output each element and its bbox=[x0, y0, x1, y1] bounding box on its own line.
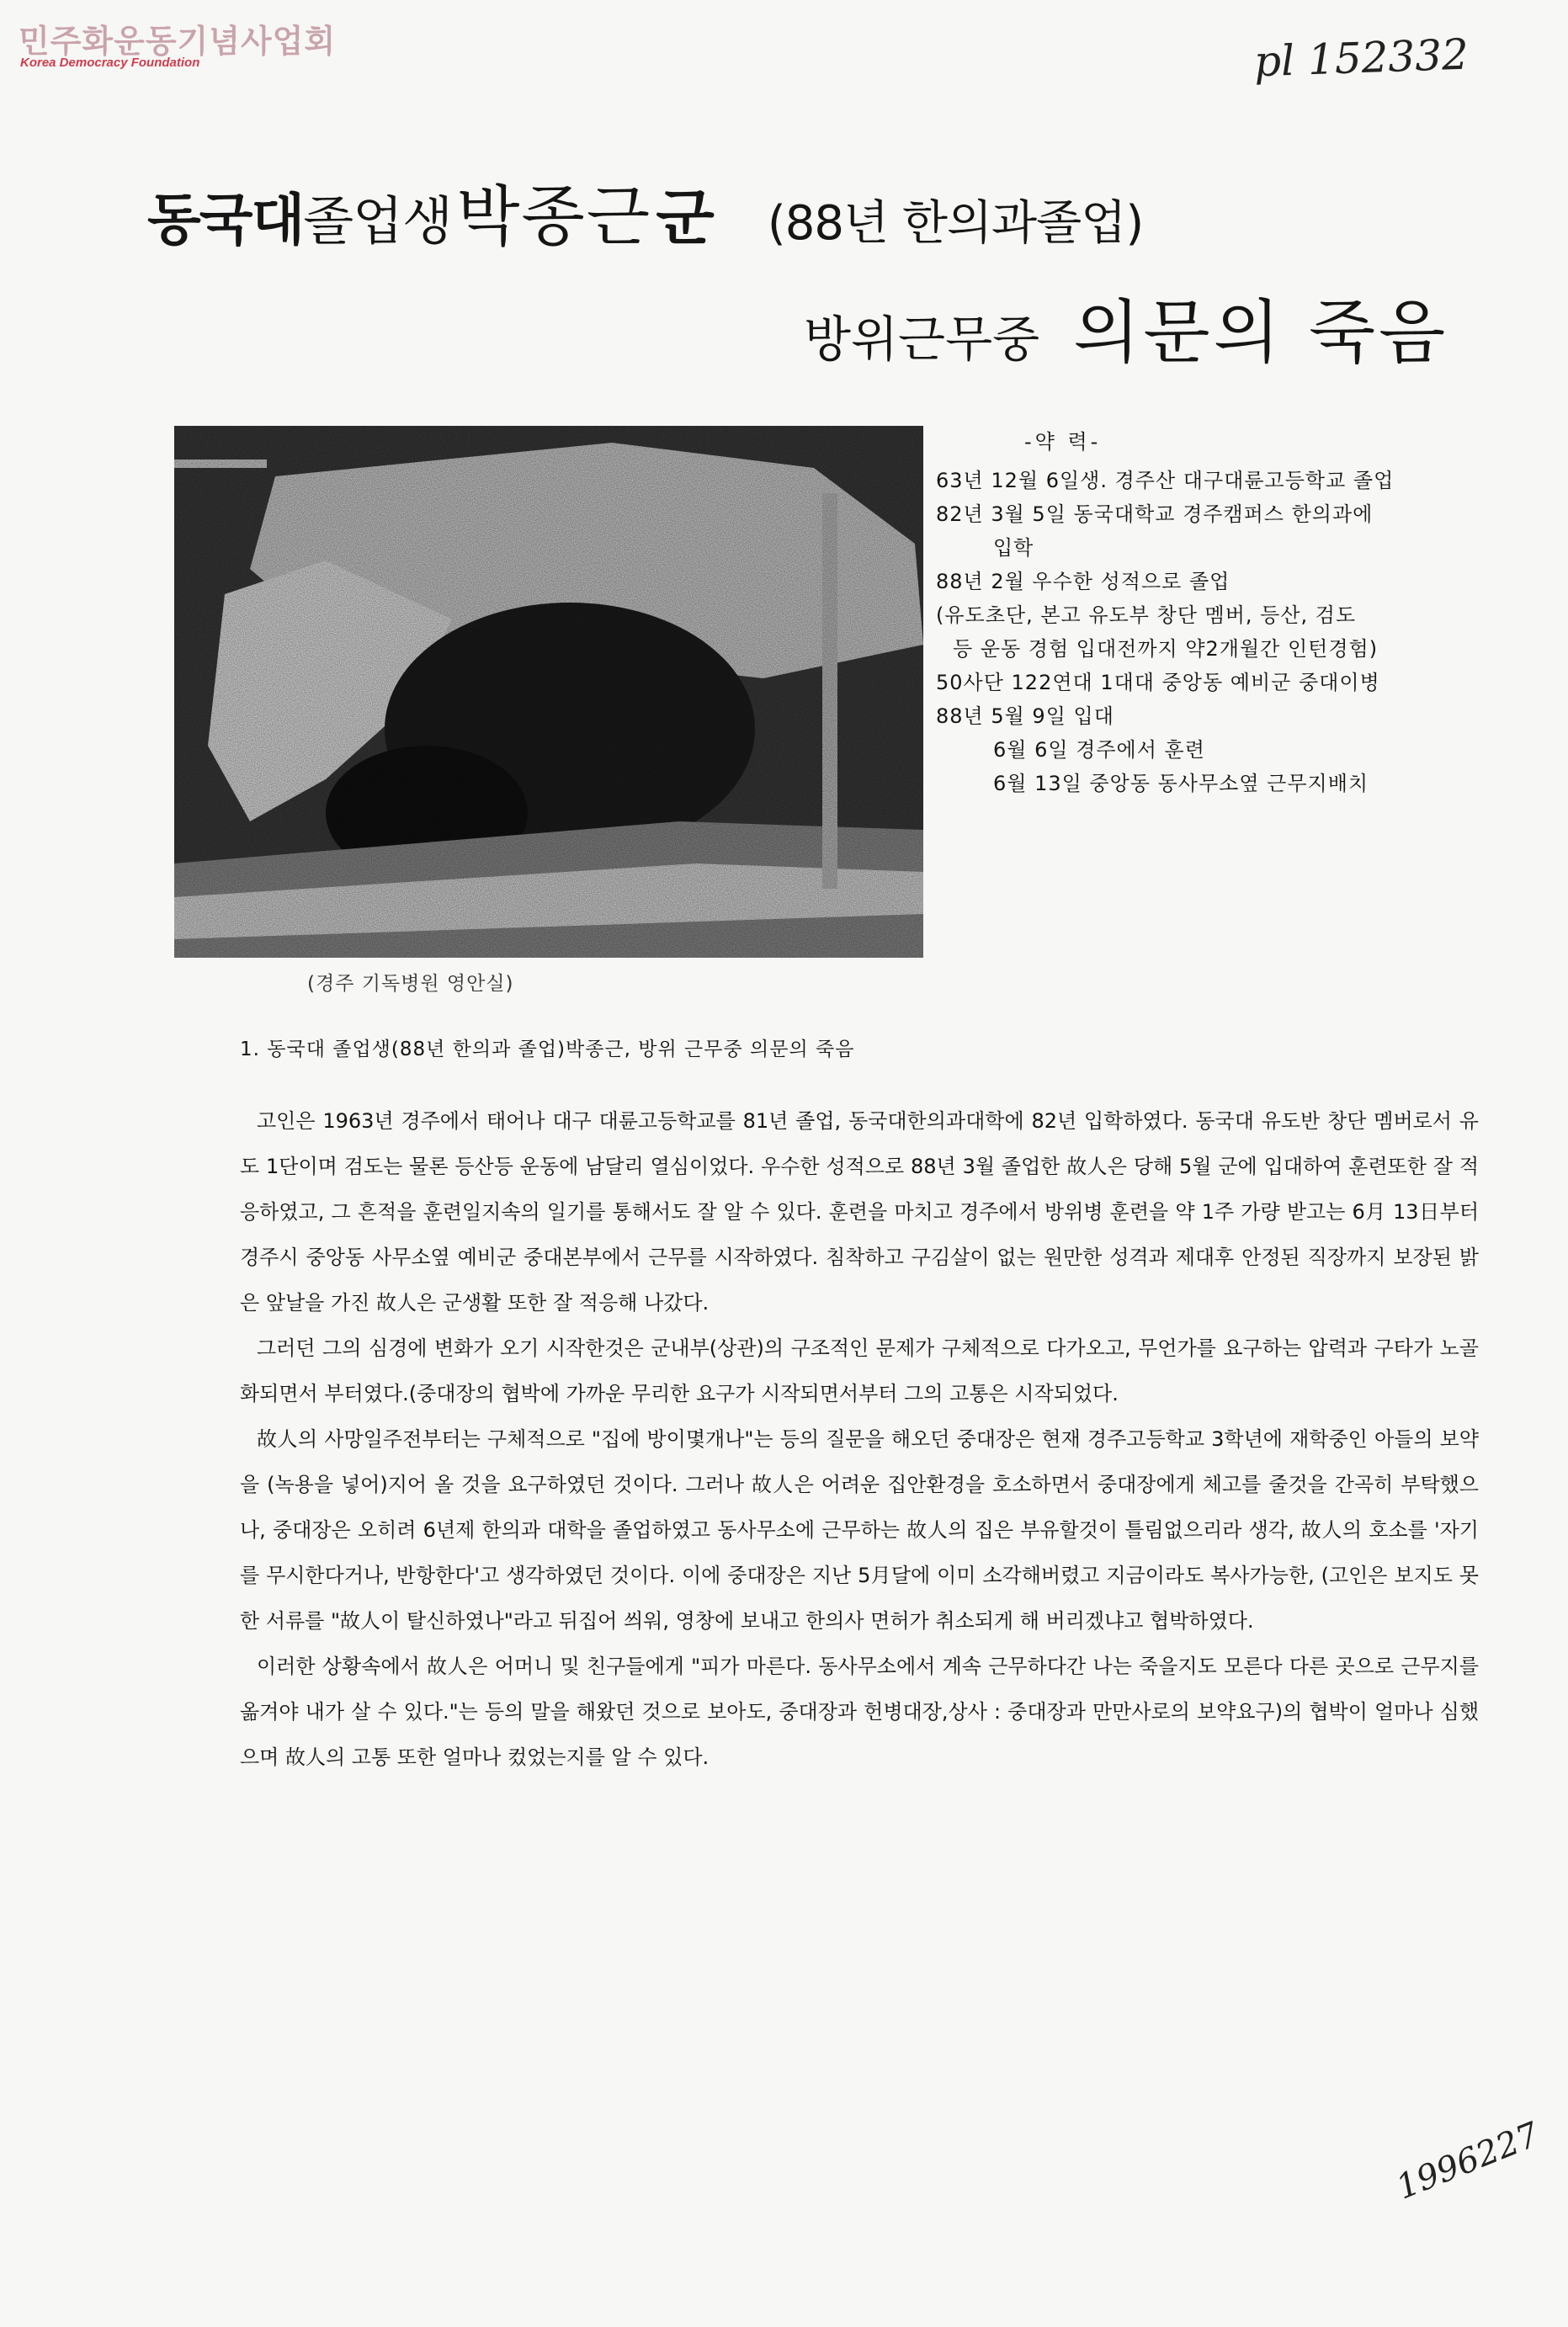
resume-line: 50사단 122연대 1대대 중앙동 예비군 중대이병 bbox=[936, 671, 1380, 694]
resume-line: 88년 2월 우수한 성적으로 졸업 bbox=[936, 570, 1230, 593]
body-paragraph: 그러던 그의 심경에 변화가 오기 시작한것은 군내부(상관)의 구조적인 문제가 구체적으로 다가오고, 무언가를 요구하는 압력과 구타가 노골화되면서 부터였다.(중대장의 협박에 가까운 무리한 요구가 시작되면서부터 그의 고통은 시작되었다. bbox=[240, 1336, 1479, 1405]
subtitle-death: 의문의 죽음 bbox=[1073, 293, 1449, 373]
title-graduation-note: (88년 한의과졸업) bbox=[767, 196, 1144, 251]
watermark-korean: 민주화운동기념사업회 bbox=[19, 23, 337, 60]
title-honorific: 군 bbox=[656, 183, 713, 253]
page-title bbox=[147, 164, 1143, 258]
resume-line: 6월 6일 경주에서 훈련 bbox=[993, 738, 1205, 762]
resume-section bbox=[936, 425, 1542, 800]
resume-line: 88년 5월 9일 입대 bbox=[936, 704, 1114, 728]
resume-line: 6월 13일 중앙동 동사무소옆 근무지배치 bbox=[993, 772, 1369, 795]
title-school: 동국대 bbox=[147, 188, 304, 252]
morgue-photo bbox=[174, 426, 923, 958]
section-heading: 1. 동국대 졸업생(88년 한의과 졸업)박종근, 방위 근무중 의문의 죽음 bbox=[240, 1039, 855, 1060]
handwritten-note: 1996227 bbox=[1390, 2115, 1545, 2207]
handwritten-archive-number: pl 152332 bbox=[1253, 29, 1470, 87]
page-subtitle bbox=[804, 278, 1448, 376]
body-paragraph: 이러한 상황속에서 故人은 어머니 및 친구들에게 "피가 마른다. 동사무소에서 계속 근무하다간 나는 죽을지도 모른다 다른 곳으로 근무지를 옮겨야 내가 살 수 있다."는 등의 말을 해왔던 것으로 보아도, 중대장과 헌병대장,상사 : 중대장과 만만사로의 보약요구)의 협박이 얼마나 심했으며 故人의 고통 또한 얼마나 컸었는지를 알 수 있다. bbox=[240, 1655, 1479, 1769]
resume-heading: -약 력- bbox=[1024, 430, 1102, 454]
resume-line: 입학 bbox=[993, 536, 1034, 560]
body-paragraph: 故人의 사망일주전부터는 구체적으로 "집에 방이몇개나"는 등의 질문을 해오던 중대장은 현재 경주고등학교 3학년에 재학중인 아들의 보약을 (녹용을 넣어)지어 올 것을 요구하였던 것이다. 그러나 故人은 어려운 집안환경을 호소하면서 중대장에게 체고를 줄것을 간곡히 부탁했으나, 중대장은 오히려 6년제 한의과 대학을 졸업하였고 동사무소에 근무하는 故人의 집은 부유할것이 틀림없으리라 생각, 故人의 호소를 '자기를 무시한다거나, 반항한다'고 생각하였던 것이다. 이에 중대장은 지난 5月달에 이미 소각해버렸고 지금이라도 복사가능한, (고인은 보지도 못한 서류를 "故人이 탈신하였나"라고 뒤집어 씌워, 영창에 보내고 한의사 면허가 취소되게 해 버리겠냐고 협박하였다. bbox=[240, 1427, 1479, 1633]
title-graduate: 졸업생 bbox=[303, 190, 452, 252]
resume-line: (유도초단, 본고 유도부 창단 멤버, 등산, 검도 bbox=[936, 603, 1357, 627]
title-name: 박종근 bbox=[456, 179, 652, 255]
resume-line: 82년 3월 5일 동국대학교 경주캠퍼스 한의과에 bbox=[936, 502, 1374, 526]
article-body bbox=[240, 1098, 1479, 1780]
watermark-english: Korea Democracy Foundation bbox=[20, 56, 200, 70]
resume-list bbox=[936, 464, 1542, 800]
body-paragraph: 고인은 1963년 경주에서 태어나 대구 대륜고등학교를 81년 졸업, 동국대한의과대학에 82년 입학하였다. 동국대 유도반 창단 멤버로서 유도 1단이며 검도는 물론 등산등 운동에 남달리 열심이었다. 우수한 성적으로 88년 3월 졸업한 故人은 당해 5월 군에 입대하여 훈련또한 잘 적응하였고, 그 흔적을 훈련일지속의 일기를 통해서도 잘 알 수 있다. 훈련을 마치고 경주에서 방위병 훈련을 약 1주 가량 받고는 6月 13日부터 경주시 중앙동 사무소옆 예비군 중대본부에서 근무를 시작하였다. 침착하고 구김살이 없는 원만한 성격과 제대후 안정된 직장까지 보장된 밝은 앞날을 가진 故人은 군생활 또한 잘 적응해 나갔다. bbox=[240, 1109, 1479, 1315]
resume-line: 63년 12월 6일생. 경주산 대구대륜고등학교 졸업 bbox=[936, 469, 1395, 492]
photo-image bbox=[174, 426, 923, 958]
photo-caption: (경주 기독병원 영안실) bbox=[307, 973, 514, 995]
subtitle-service: 방위근무중 bbox=[804, 311, 1040, 368]
resume-line: 등 운동 경험 입대전까지 약2개월간 인턴경험) bbox=[953, 637, 1379, 661]
